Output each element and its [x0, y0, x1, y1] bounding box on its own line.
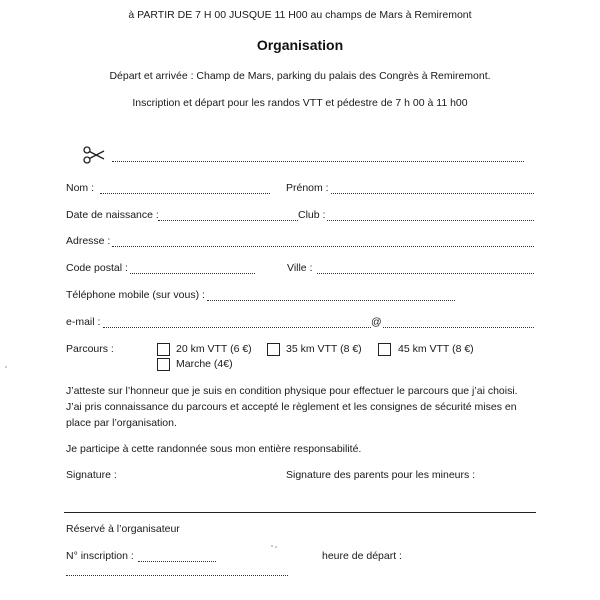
telephone-label: Téléphone mobile (sur vous) :: [66, 289, 205, 301]
separator-line: [64, 512, 536, 513]
attestation-text: J’atteste sur l’honneur que je suis en condition physique pour effectuer le parcours que j’ai choisi. J’ai pris connaissance du parcours et accepté le règlement et les consignes de sécurité mises en place par l’organisation.: [66, 385, 518, 429]
email-at-sign: @: [371, 316, 382, 328]
naissance-label: Date de naissance :: [66, 209, 159, 221]
email-user-field[interactable]: [103, 327, 371, 328]
ville-label: Ville :: [287, 262, 313, 274]
checkbox-vtt-35[interactable]: [267, 343, 280, 356]
parents-signature-label: Signature des parents pour les mineurs :: [286, 469, 476, 481]
responsabilite-text: Je participe à cette randonnée sous mon entière responsabilité.: [66, 443, 362, 455]
inscription-number-label: N° inscription :: [66, 550, 134, 562]
naissance-field[interactable]: [158, 220, 298, 221]
club-field[interactable]: [327, 220, 534, 221]
page-title: Organisation: [256, 37, 344, 53]
option-vtt-45-label: 45 km VTT (8 €): [398, 343, 474, 355]
adresse-field[interactable]: [112, 246, 534, 247]
cp-field[interactable]: [130, 273, 255, 274]
signature-label: Signature :: [66, 469, 117, 481]
checkbox-vtt-20[interactable]: [157, 343, 170, 356]
club-label: Club :: [298, 209, 326, 221]
parcours-label: Parcours :: [66, 343, 114, 355]
adresse-label: Adresse :: [66, 235, 111, 247]
scan-speck: [5, 366, 7, 368]
checkbox-marche[interactable]: [157, 358, 170, 371]
option-marche-label: Marche (4€): [176, 358, 233, 370]
location-text: Départ et arrivée : Champ de Mars, parking du palais des Congrès à Remiremont.: [109, 70, 491, 82]
inscription-number-field[interactable]: [138, 561, 216, 562]
nom-field[interactable]: [100, 193, 270, 194]
option-vtt-35-label: 35 km VTT (8 €): [286, 343, 362, 355]
scan-speck: [275, 546, 277, 548]
email-label: e-mail :: [66, 316, 101, 328]
organisateur-title: Réservé à l’organisateur: [66, 523, 180, 535]
cp-label: Code postal :: [66, 262, 128, 274]
ville-field[interactable]: [317, 273, 534, 274]
email-domain-field[interactable]: [383, 327, 534, 328]
schedule-text: à PARTIR DE 7 H 00 JUSQUE 11 H00 au champs de Mars à Remiremont: [128, 9, 472, 21]
checkbox-vtt-45[interactable]: [378, 343, 391, 356]
telephone-field[interactable]: [207, 300, 455, 301]
inscription-text: Inscription et départ pour les randos VTT et pédestre de 7 h 00 à 11 h00: [132, 97, 468, 109]
scissors-icon: [83, 146, 105, 164]
nom-label: Nom :: [66, 182, 95, 194]
option-vtt-20-label: 20 km VTT (6 €): [176, 343, 252, 355]
depart-time-label: heure de départ :: [322, 550, 402, 562]
scan-speck: [271, 545, 273, 547]
prenom-field[interactable]: [331, 193, 534, 194]
prenom-label: Prénom :: [286, 182, 329, 194]
organisateur-notes-field[interactable]: [66, 575, 288, 576]
cut-line: [112, 161, 524, 162]
